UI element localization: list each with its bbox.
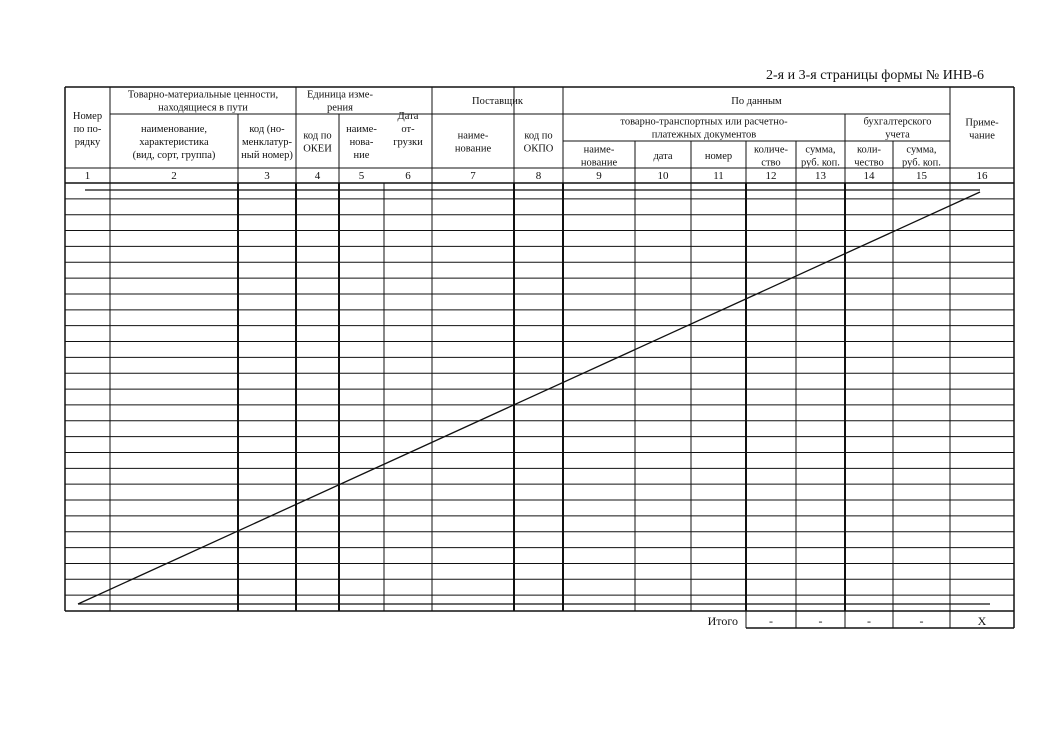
- column-number-7: 7: [470, 170, 476, 182]
- table-body-rows: [65, 199, 1014, 595]
- header-supplier-okpo: код по ОКПО: [523, 130, 554, 155]
- header-doc-date: дата: [653, 151, 673, 162]
- totals-col12: -: [769, 614, 773, 628]
- column-number-10: 10: [657, 170, 669, 182]
- header-row-number: Номер по по-рядку: [72, 111, 103, 148]
- header-doc-name: наиме-нование: [580, 144, 618, 169]
- totals-col15: -: [919, 614, 924, 628]
- header-supplier-name: наиме-нование: [454, 130, 492, 155]
- totals-col14: -: [867, 614, 871, 628]
- header-note: Приме-чание: [965, 117, 999, 142]
- column-number-6: 6: [405, 170, 411, 182]
- totals-row: [708, 611, 1014, 628]
- header-acc-sum: сумма, руб. коп.: [902, 144, 941, 169]
- column-number-15: 15: [916, 170, 927, 182]
- header-acc-quantity: коли-чество: [854, 144, 884, 169]
- column-number-8: 8: [535, 170, 542, 182]
- totals-label: Итого: [707, 614, 738, 628]
- header-documents-group: товарно-транспортных или расчетно-платежных документов: [620, 116, 788, 141]
- form-caption: 2-я и 3-я страницы формы № ИНВ-6: [766, 68, 984, 83]
- header-unit-group: Единица изме-рения: [307, 89, 373, 114]
- column-number-16: 16: [976, 170, 988, 182]
- header-data-group: По данным: [731, 96, 782, 107]
- header-accounting-group: бухгалтерского учета: [863, 116, 932, 141]
- header-doc-sum: сумма, руб. коп.: [801, 144, 840, 169]
- header-unit-name: наиме-нова-ние: [346, 124, 377, 161]
- column-number-13: 13: [815, 170, 826, 182]
- column-number-1: 1: [84, 170, 91, 182]
- header-goods-name: наименование, характеристика (вид, сорт, группа): [132, 124, 216, 161]
- column-number-14: 14: [863, 170, 875, 182]
- column-number-11: 11: [713, 170, 724, 182]
- header-goods-code: код (но-менклатур-ный номер): [241, 124, 293, 161]
- column-number-4: 4: [314, 170, 321, 182]
- header-goods-group: Товарно-материальные ценности, находящиеся в пути: [127, 89, 279, 114]
- column-number-12: 12: [765, 170, 777, 182]
- column-number-2: 2: [171, 170, 177, 182]
- totals-col16: Х: [977, 614, 987, 628]
- header-unit-code-okei: код по ОКЕИ: [303, 130, 332, 155]
- header-doc-number: номер: [704, 151, 733, 162]
- header-supplier-group: Поставщик: [472, 96, 523, 107]
- column-number-3: 3: [264, 170, 270, 182]
- column-number-9: 9: [596, 170, 602, 182]
- column-number-5: 5: [358, 170, 365, 182]
- totals-col13: -: [818, 614, 823, 628]
- header-shipment-date: Дата от-грузки: [393, 111, 423, 148]
- header-doc-quantity: количе-ство: [754, 144, 788, 169]
